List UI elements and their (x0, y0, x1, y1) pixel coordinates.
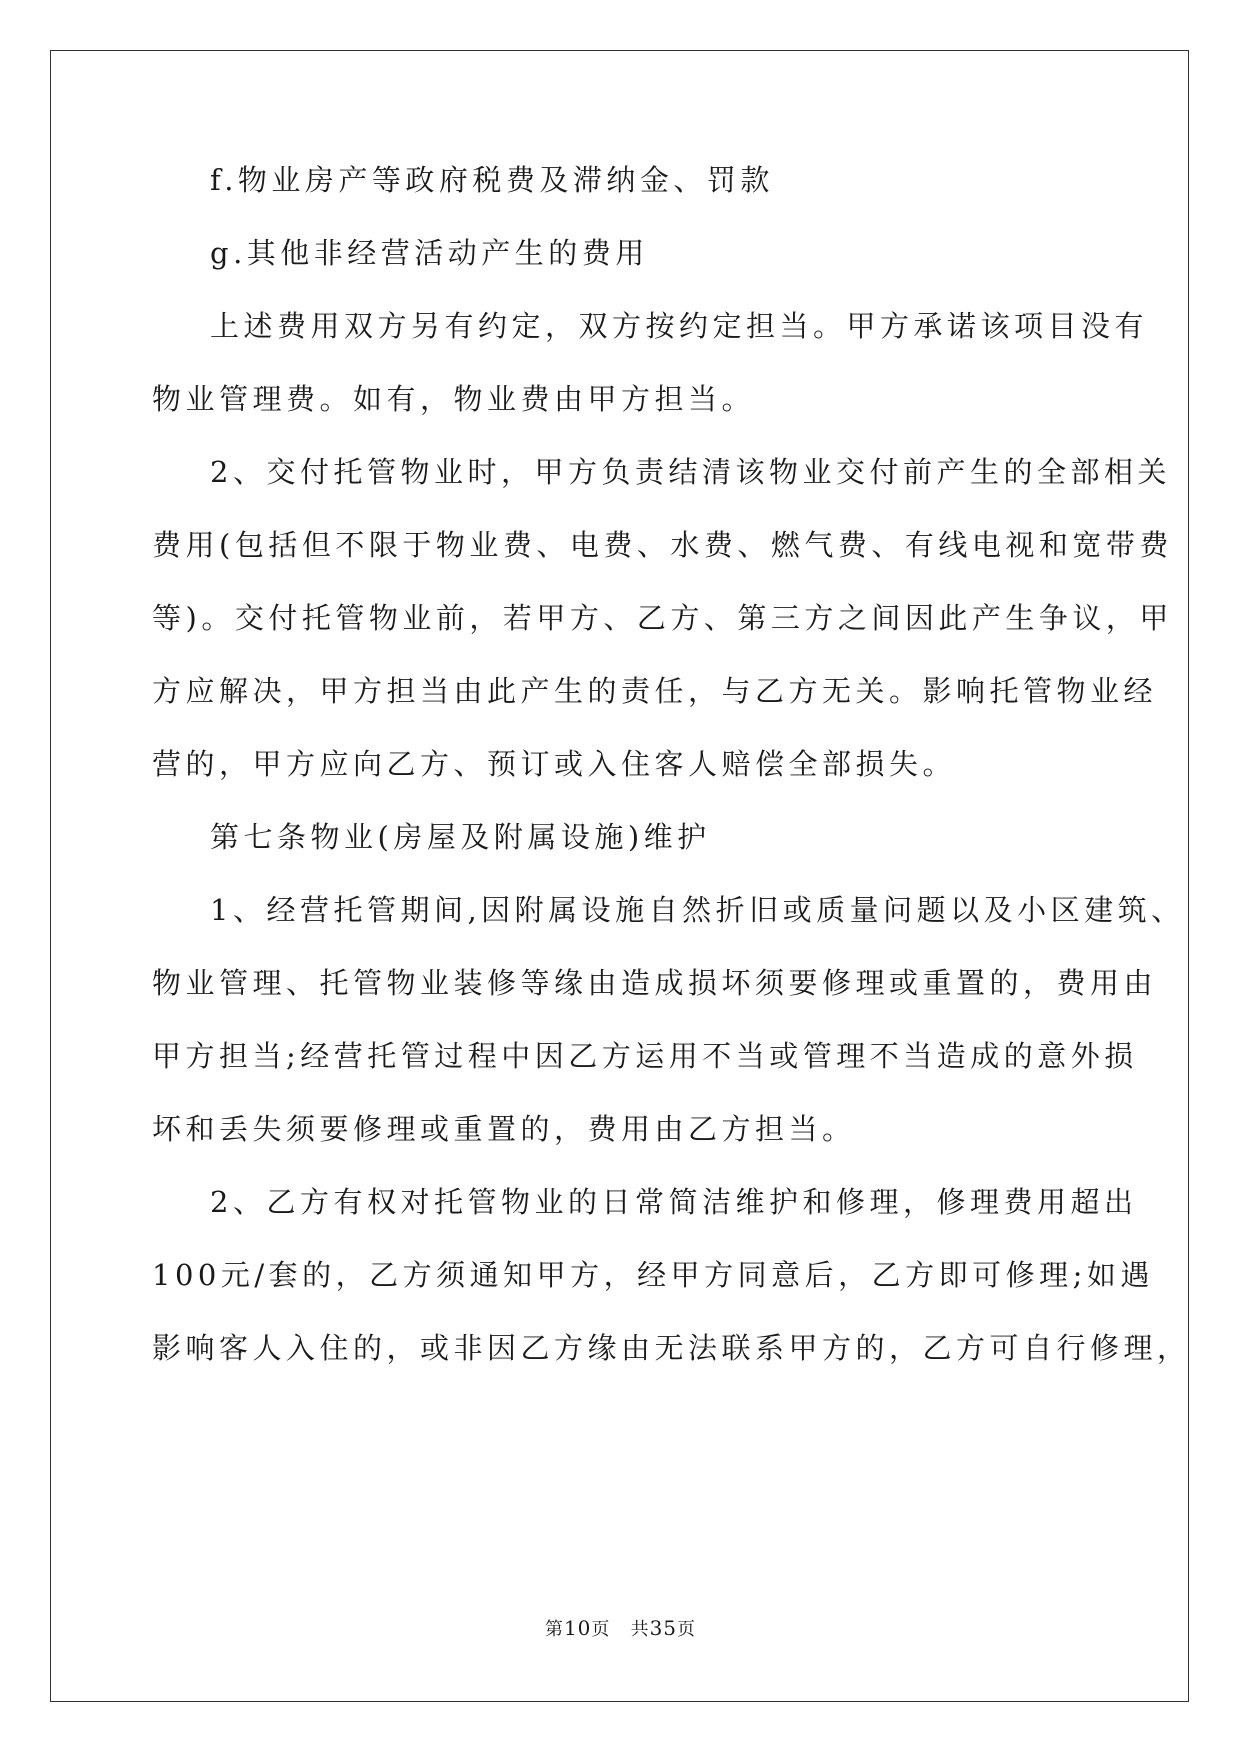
text-line: 2、交付托管物业时，甲方负责结清该物业交付前产生的全部相关 (210, 455, 1171, 489)
text-line: 营的，甲方应向乙方、预订或入住客人赔偿全部损失。 (152, 747, 957, 781)
text-line: g.其他非经营活动产生的费用 (210, 236, 649, 270)
text-line: 坏和丢失须要修理或重置的，费用由乙方担当。 (152, 1112, 856, 1146)
page-prefix: 第 (544, 1619, 564, 1640)
text-line: 方应解决，甲方担当由此产生的责任，与乙方无关。影响托管物业经 (152, 674, 1158, 708)
page-border (50, 50, 1189, 1702)
page-mid: 页 共 (591, 1619, 650, 1640)
text-line: 2、乙方有权对托管物业的日常简洁维护和修理，修理费用超出 (210, 1185, 1138, 1219)
text-line: 100元/套的，乙方须通知甲方，经甲方同意后，乙方即可修理;如遇 (152, 1258, 1154, 1292)
text-line: 上述费用双方另有约定，双方按约定担当。甲方承诺该项目没有 (210, 309, 1149, 343)
text-line: 费用(包括但不限于物业费、电费、水费、燃气费、有线电视和宽带费 (152, 528, 1173, 562)
text-line: 1、经营托管期间,因附属设施自然折旧或质量问题以及小区建筑、 (210, 893, 1185, 927)
text-line: 甲方担当;经营托管过程中因乙方运用不当或管理不当造成的意外损 (152, 1039, 1138, 1073)
page-footer (0, 1615, 1241, 1641)
text-line: 物业管理费。如有，物业费由甲方担当。 (152, 382, 756, 416)
text-line: f.物业房产等政府税费及滞纳金、罚款 (210, 163, 774, 197)
page-current: 10 (563, 1616, 592, 1640)
text-line: 影响客人入住的，或非因乙方缘由无法联系甲方的，乙方可自行修理， (152, 1331, 1191, 1365)
section-heading: 第七条物业(房屋及附属设施)维护 (210, 820, 711, 854)
page-suffix: 页 (677, 1619, 697, 1640)
text-line: 物业管理、托管物业装修等缘由造成损坏须要修理或重置的，费用由 (152, 966, 1158, 1000)
text-line: 等)。交付托管物业前，若甲方、乙方、第三方之间因此产生争议，甲 (152, 601, 1173, 635)
page-total: 35 (649, 1616, 678, 1640)
